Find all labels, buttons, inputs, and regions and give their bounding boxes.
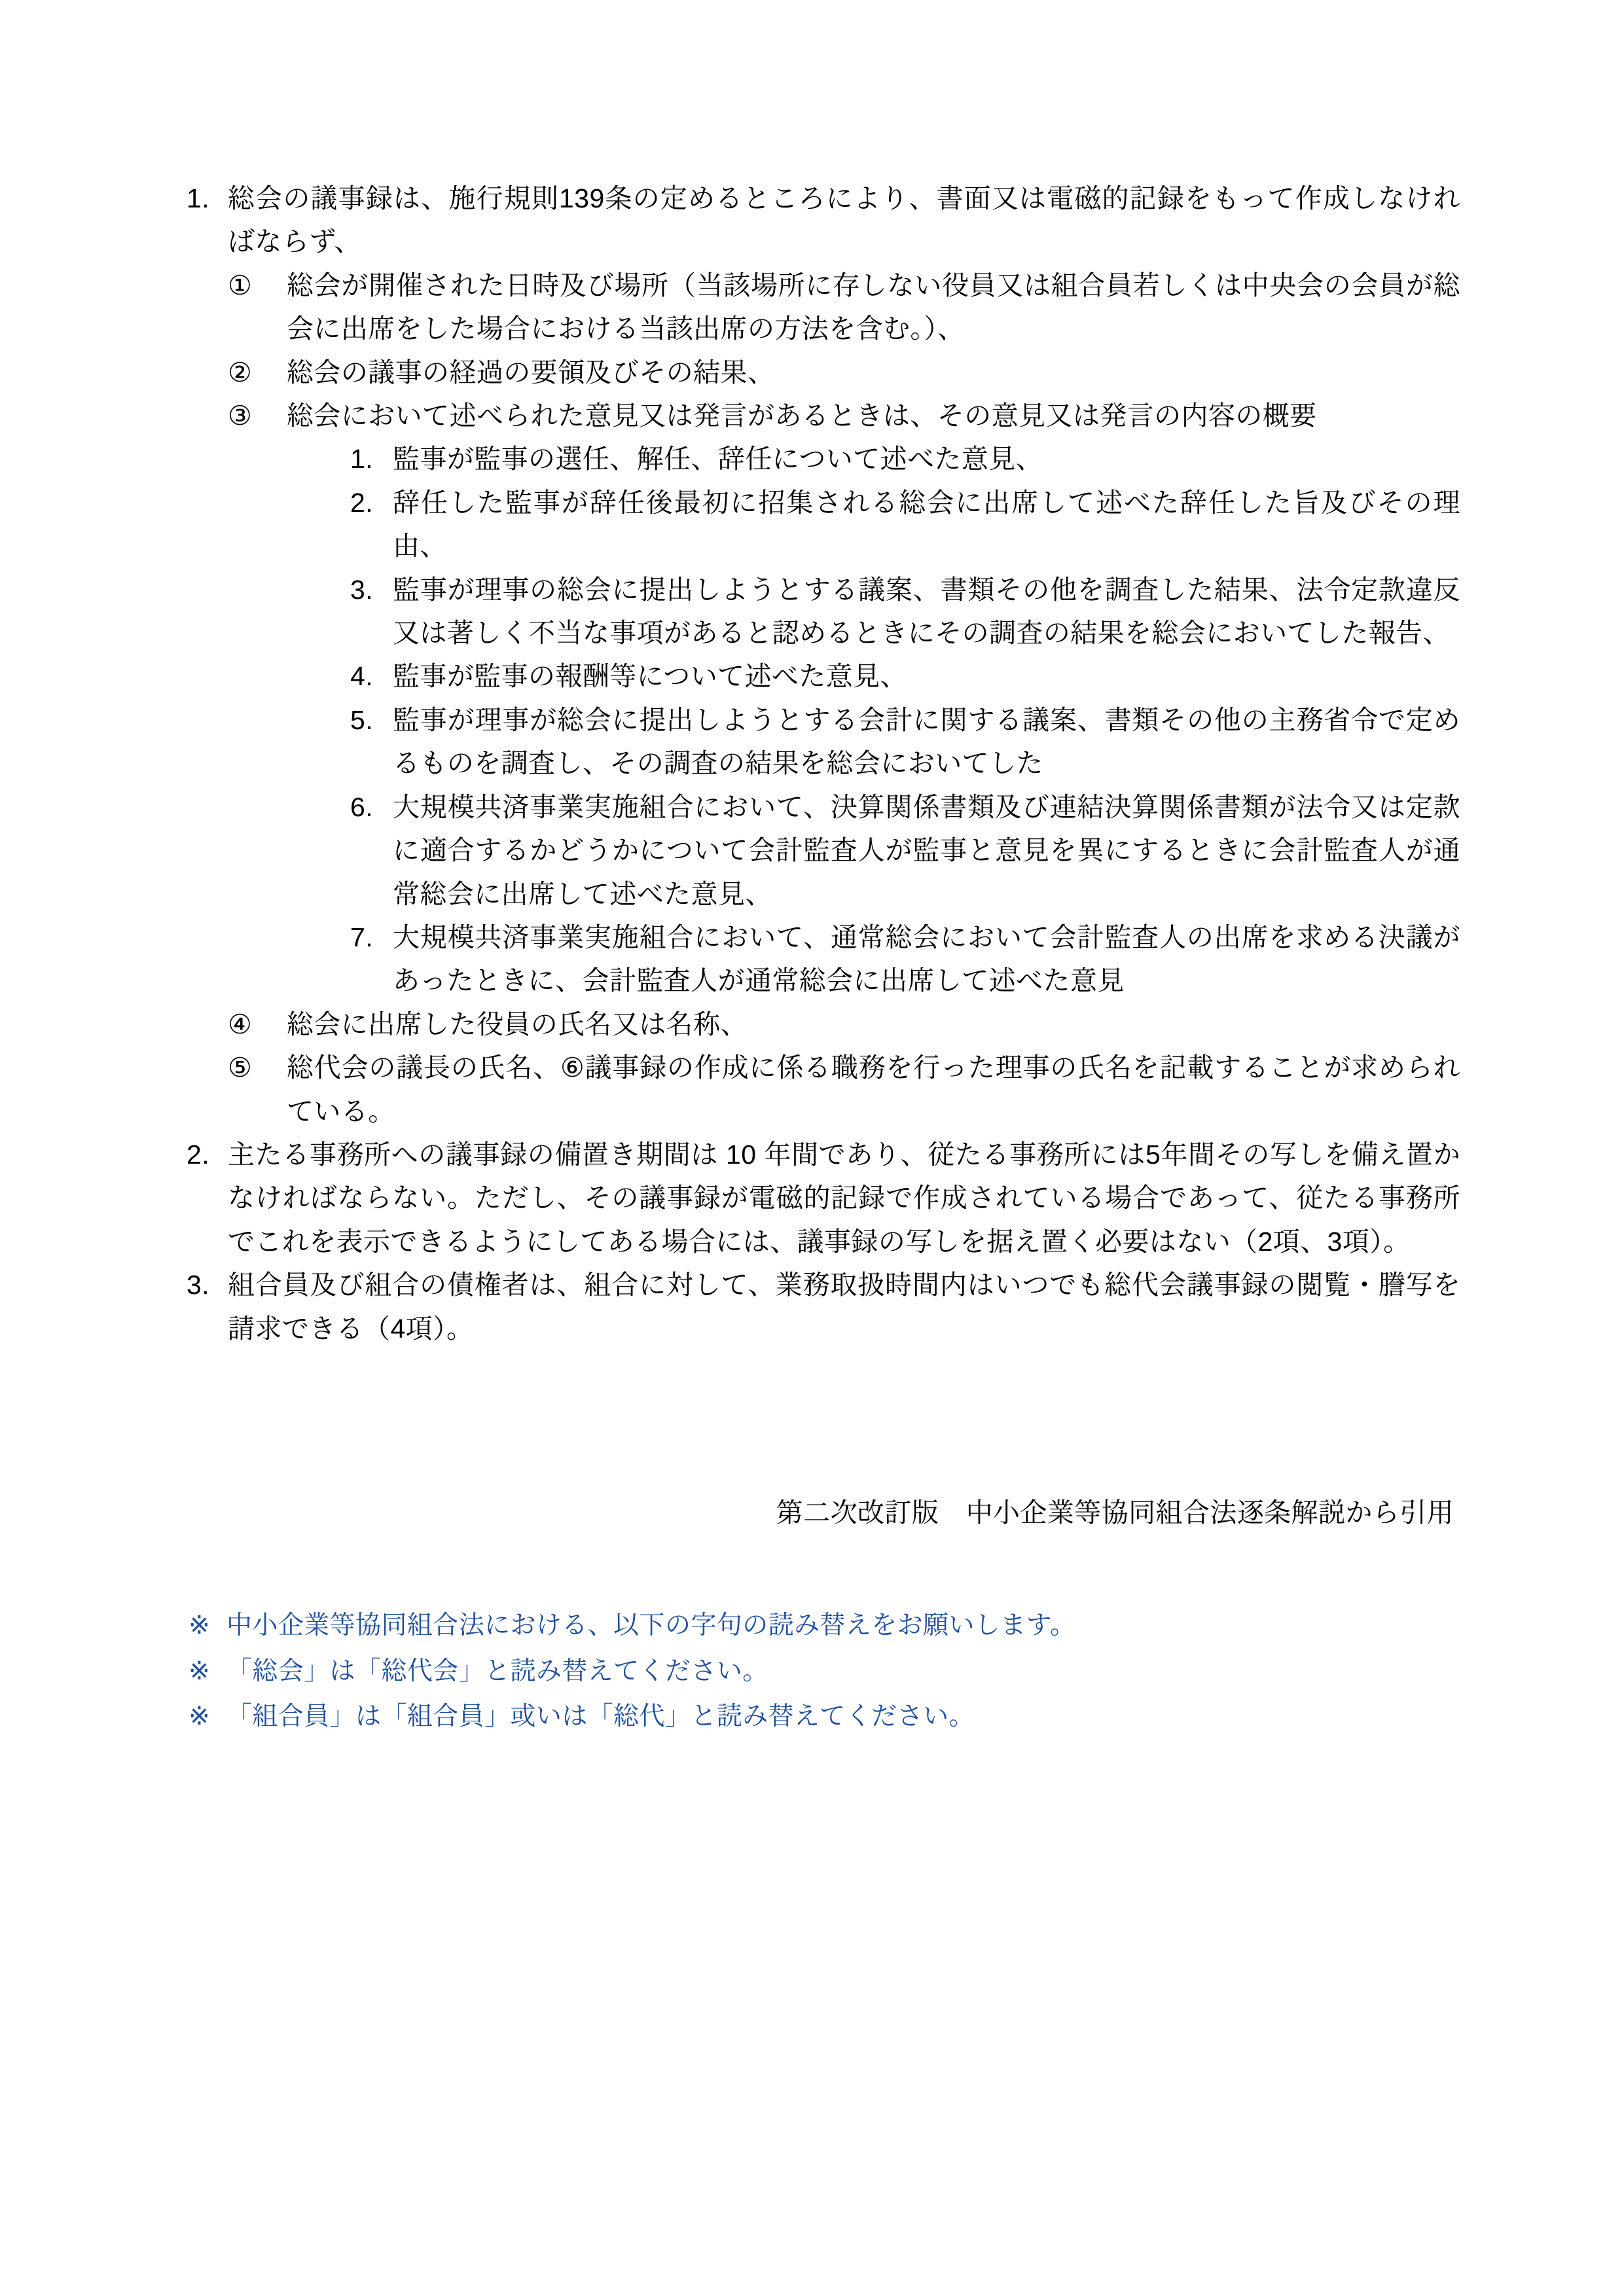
list-item-text: 総会において述べられた意見又は発言があるときは、その意見又は発言の内容の概要: [287, 401, 1317, 431]
list-item: [164, 177, 1460, 1133]
list-item: [228, 351, 1460, 394]
list-marker: ③: [228, 401, 253, 431]
list-item: [339, 437, 1460, 480]
list-item-text: 総会が開催された日時及び場所（当該場所に存しない役員又は組合員若しくは中央会の会員が総会に出席をした場合における当該出席の方法を含む。）、: [287, 270, 1460, 344]
list-item: [164, 1263, 1460, 1350]
list-item-text: 辞任した監事が辞任後最初に招集される総会に出席して述べた辞任した旨及びその理由、: [393, 487, 1460, 562]
note-text: 「総会」は「総代会」と読み替えてください。: [226, 1657, 768, 1685]
list-item-text: 監事が理事が総会に提出しようとする会計に関する議案、書類その他の主務省令で定めるものを調査し、その調査の結果を総会においてした: [393, 704, 1460, 779]
list-item-text: 組合員及び組合の債権者は、組合に対して、業務取扱時間内はいつでも総代会議事録の閲覧・謄写を請求できる（4項）。: [228, 1270, 1460, 1344]
list-item: [339, 785, 1460, 916]
list-item: [228, 394, 1460, 1003]
note-text: 「組合員」は「組合員」或いは「総代」と読み替えてください。: [226, 1702, 975, 1731]
list-item: [228, 1003, 1460, 1046]
list-item: [164, 1133, 1460, 1263]
list-marker: 5.: [350, 704, 373, 735]
list-item: [228, 1046, 1460, 1133]
document-body: [164, 177, 1460, 1740]
list-marker: 4.: [350, 661, 373, 692]
list-item: [339, 698, 1460, 785]
list-item-text: 大規模共済事業実施組合において、決算関係書類及び連結決算関係書類が法令又は定款に適合するかどうかについて会計監査人が監事と意見を異にするときに会計監査人が通常総会に出席して述べた意見、: [393, 791, 1460, 909]
list-item-text: 総会の議事録は、施行規則139条の定めるところにより、書面又は電磁的記録をもって作成しなければならず、: [228, 183, 1460, 257]
note-line: [189, 1694, 1460, 1739]
list-item: [339, 916, 1460, 1003]
list-item-text: 大規模共済事業実施組合において、通常総会において会計監査人の出席を求める決議があったときに、会計監査人が通常総会に出席して述べた意見: [393, 922, 1460, 996]
numbered-list-level-1: [164, 177, 1460, 1350]
list-item: [339, 481, 1460, 568]
list-item: [228, 264, 1460, 351]
list-marker: 2.: [186, 1139, 209, 1170]
list-marker: 2.: [350, 487, 373, 518]
reference-mark-icon: ※: [189, 1611, 211, 1640]
reference-mark-icon: ※: [189, 1702, 211, 1731]
citation-line: 第二次改訂版 中小企業等協同組合法逐条解説から引用: [776, 1497, 1454, 1528]
list-item: [339, 655, 1460, 698]
list-item-text: 監事が監事の選任、解任、辞任について述べた意見、: [393, 444, 1043, 475]
list-item-text: 監事が監事の報酬等について述べた意見、: [393, 661, 907, 692]
list-item: [339, 568, 1460, 655]
list-marker: ④: [228, 1009, 253, 1039]
numbered-list-level-3: [287, 437, 1460, 1002]
list-marker: 6.: [350, 791, 373, 822]
list-item-text: 総会の議事の経過の要領及びその結果、: [287, 357, 775, 387]
list-marker: 1.: [186, 183, 209, 213]
note-line: [189, 1603, 1460, 1648]
list-item-text: 主たる事務所への議事録の備置き期間は 10 年間であり、従たる事務所には5年間その写しを備え置かなければならない。ただし、その議事録が電磁的記録で作成されている場合であって、従たる事務所でこれを表示できるようにしてある場合には、議事録の写しを据え置く必要はない（2項、3項）。: [228, 1139, 1460, 1257]
list-item-text: 総代会の議長の氏名、⑥議事録の作成に係る職務を行った理事の氏名を記載することが求められている。: [287, 1052, 1460, 1126]
list-marker: ①: [228, 270, 253, 300]
list-marker: 1.: [350, 444, 373, 475]
list-marker: 3.: [186, 1270, 209, 1300]
list-marker: 3.: [350, 574, 373, 605]
reference-mark-icon: ※: [189, 1657, 211, 1685]
note-text: 中小企業等協同組合法における、以下の字句の読み替えをお願いします。: [226, 1611, 1076, 1640]
note-line: [189, 1649, 1460, 1694]
notes-block: [164, 1603, 1460, 1739]
list-item-text: 監事が理事の総会に提出しようとする議案、書類その他を調査した結果、法令定款違反又は著しく不当な事項があると認めるときにその調査の結果を総会においてした報告、: [393, 574, 1460, 649]
list-marker: ⑤: [228, 1052, 253, 1083]
numbered-list-level-2: [228, 264, 1460, 1133]
list-marker: 7.: [350, 922, 373, 952]
list-item-text: 総会に出席した役員の氏名又は名称、: [287, 1009, 748, 1039]
list-marker: ②: [228, 357, 253, 387]
